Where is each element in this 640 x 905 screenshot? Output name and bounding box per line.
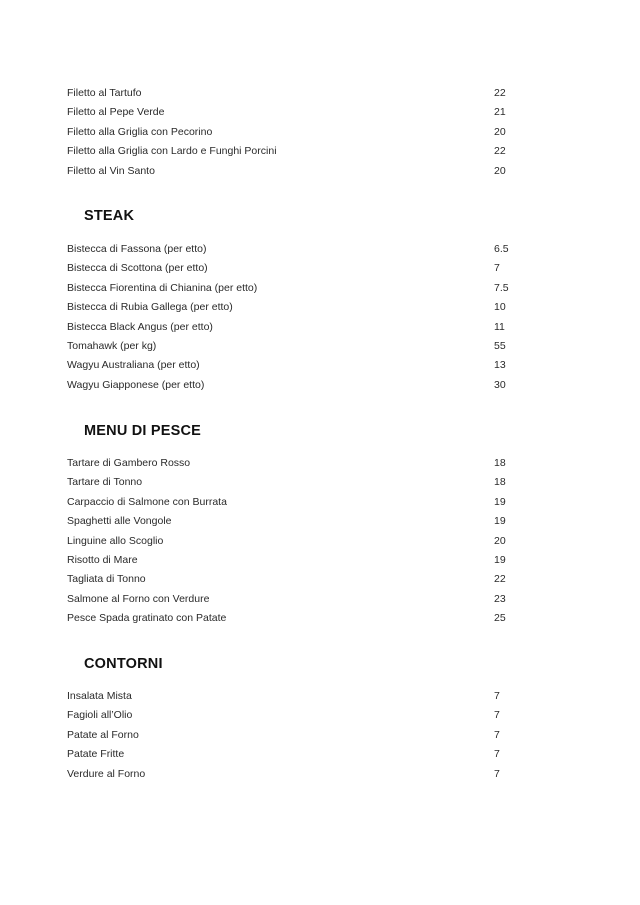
menu-item (0, 493, 640, 512)
item-price: 18 (494, 476, 506, 489)
menu-item (0, 609, 640, 628)
item-price: 7.5 (494, 281, 509, 294)
item-name: Salmone al Forno con Verdure (67, 592, 210, 605)
item-price: 23 (494, 592, 506, 605)
item-name: Tartare di Gambero Rosso (67, 457, 191, 469)
menu-item (0, 337, 640, 356)
menu-item (0, 356, 640, 375)
item-name: Tartare di Tonno (67, 476, 143, 489)
menu-item (0, 726, 640, 745)
menu-item (0, 142, 640, 161)
item-price: 13 (494, 359, 506, 372)
item-name: Bistecca di Scottona (per etto) (67, 262, 208, 275)
menu-item (0, 298, 640, 317)
menu-item (0, 512, 640, 531)
item-price: 19 (494, 495, 506, 508)
item-name: Bistecca Black Angus (per etto) (67, 320, 213, 333)
menu-item (0, 162, 640, 181)
item-name: Verdure al Forno (67, 767, 146, 780)
item-name: Bistecca Fiorentina di Chianina (per etto) (67, 281, 258, 294)
item-name: Tomahawk (per kg) (67, 340, 157, 352)
item-price: 11 (494, 320, 505, 333)
menu-item (0, 318, 640, 337)
menu-item (0, 532, 640, 551)
item-name: Fagioli all’Olio (67, 709, 133, 722)
item-price: 19 (494, 554, 506, 566)
menu-item (0, 454, 640, 473)
item-price: 25 (494, 612, 506, 625)
item-price: 7 (494, 709, 500, 722)
item-name: Filetto alla Griglia con Lardo e Funghi Porcini (67, 145, 277, 158)
item-name: Linguine allo Scoglio (67, 534, 164, 547)
menu-item (0, 103, 640, 122)
item-price: 21 (494, 106, 506, 119)
menu-item (0, 84, 640, 103)
menu-item (0, 279, 640, 298)
section-heading: STEAK (84, 208, 135, 224)
item-price: 6.5 (494, 243, 509, 255)
menu-item (0, 745, 640, 764)
item-name: Spaghetti alle Vongole (67, 515, 172, 528)
item-price: 20 (494, 125, 506, 138)
menu-item (0, 590, 640, 609)
item-price: 22 (494, 87, 506, 99)
item-price: 30 (494, 378, 506, 391)
menu-item (0, 240, 640, 259)
item-price: 22 (494, 573, 506, 586)
item-name: Filetto al Tartufo (67, 87, 142, 99)
item-price: 7 (494, 767, 500, 780)
menu-item (0, 706, 640, 725)
item-name: Filetto alla Griglia con Pecorino (67, 125, 213, 138)
menu-item (0, 551, 640, 570)
item-name: Bistecca di Rubia Gallega (per etto) (67, 301, 233, 314)
menu-item (0, 570, 640, 589)
item-price: 20 (494, 164, 506, 177)
section-heading: CONTORNI (84, 656, 163, 672)
item-name: Filetto al Vin Santo (67, 164, 155, 177)
item-price: 10 (494, 301, 506, 314)
section-heading: MENU DI PESCE (84, 423, 202, 439)
item-price: 19 (494, 515, 506, 528)
item-price: 7 (494, 690, 500, 702)
item-name: Filetto al Pepe Verde (67, 106, 165, 119)
item-name: Wagyu Giapponese (per etto) (67, 378, 205, 391)
menu-item (0, 259, 640, 278)
item-price: 55 (494, 340, 506, 352)
item-price: 20 (494, 534, 506, 547)
item-price: 22 (494, 145, 506, 158)
item-price: 7 (494, 748, 500, 761)
item-price: 7 (494, 262, 500, 275)
item-name: Carpaccio di Salmone con Burrata (67, 495, 227, 508)
item-price: 18 (494, 457, 506, 469)
item-name: Wagyu Australiana (per etto) (67, 359, 200, 372)
item-name: Patate Fritte (67, 748, 125, 761)
item-name: Risotto di Mare (67, 554, 138, 566)
item-name: Bistecca di Fassona (per etto) (67, 243, 207, 255)
menu-item (0, 765, 640, 784)
menu-item (0, 687, 640, 706)
item-price: 7 (494, 728, 500, 741)
item-name: Patate al Forno (67, 728, 139, 741)
menu-item (0, 123, 640, 142)
item-name: Insalata Mista (67, 690, 132, 702)
menu-item (0, 376, 640, 395)
menu-item (0, 473, 640, 492)
item-name: Tagliata di Tonno (67, 573, 146, 586)
item-name: Pesce Spada gratinato con Patate (67, 612, 227, 625)
